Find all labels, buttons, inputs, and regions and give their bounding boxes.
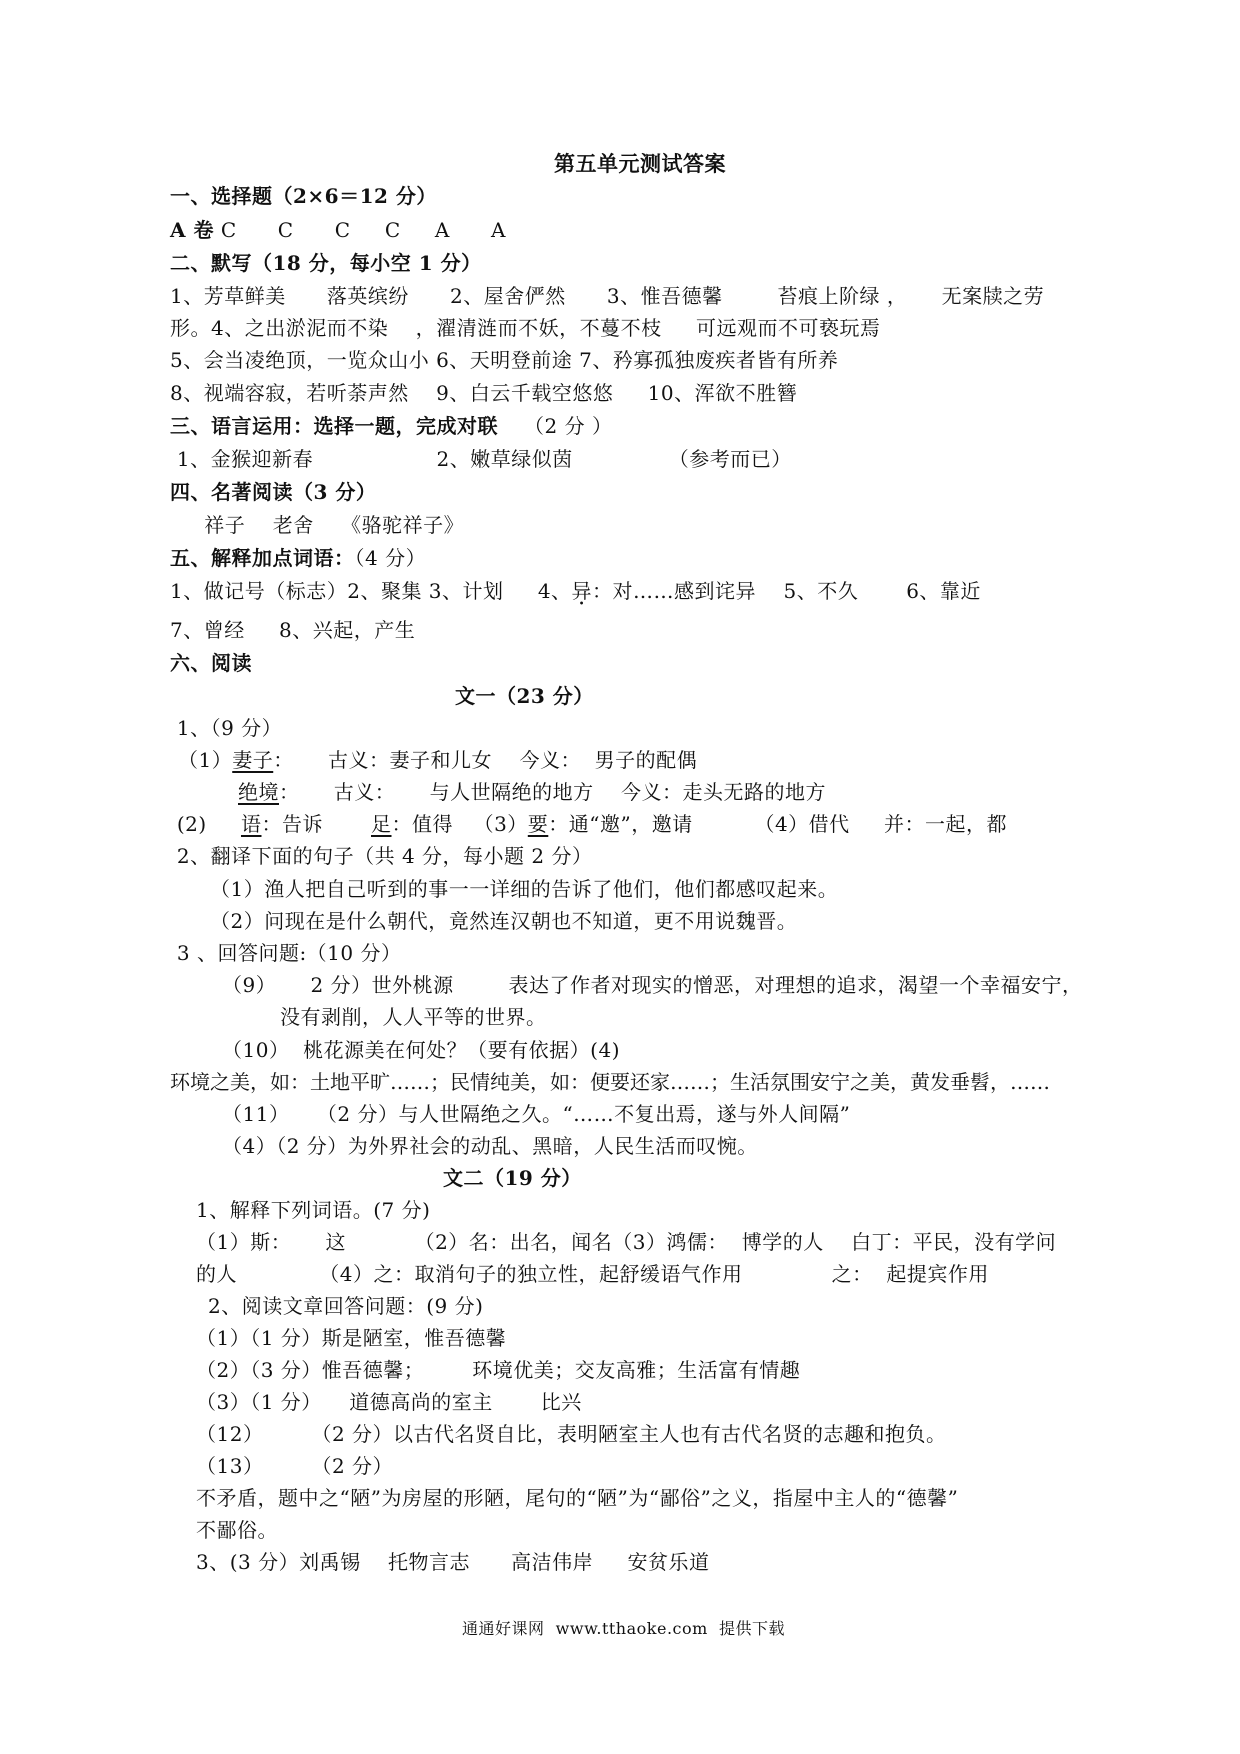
t2-q2-part-13-answer: 不矛盾，题中之“陋”为房屋的形陋，尾句的“陋”为“鄙俗”之义，指屋中主人的“德馨” bbox=[196, 1486, 959, 1510]
dictation-line-2: 形。4、之出淤泥而不染 ，濯清涟而不妖，不蔓不枝 可远观而不可亵玩焉 bbox=[170, 316, 881, 340]
t1-q1-word-juejing: 绝境 bbox=[238, 780, 279, 804]
t1-question-3: 3 、回答问题:（10 分） bbox=[170, 941, 402, 965]
t2-q2-part-2: （2）（3 分）惟吾德馨； 环境优美；交友高雅；生活富有情趣 bbox=[196, 1358, 801, 1382]
paper-a-label: A 卷 bbox=[170, 218, 214, 242]
t1-q1-word-zu-meaning: ：值得 （3） bbox=[391, 812, 528, 836]
text-1-heading: 文一（23 分） bbox=[455, 684, 594, 708]
t1-q3-part-9: （9） 2 分）世外桃源 表达了作者对现实的憎恶，对理想的追求，渴望一个幸福安宁， bbox=[222, 973, 1083, 997]
t2-question-3: 3、(3 分）刘禹锡 托物言志 高洁伟岸 安贫乐道 bbox=[196, 1550, 710, 1574]
t1-question-2: 2、翻译下面的句子（共 4 分，每小题 2 分） bbox=[170, 844, 593, 868]
t2-q2-part-3: （3）（1 分） 道德高尚的室主 比兴 bbox=[196, 1390, 582, 1414]
section-3-heading bbox=[170, 413, 612, 439]
t2-q1-line-1: （1）斯： 这 （2）名：出名，闻名（3）鸿儒： 博学的人 白丁：平民，没有学问 bbox=[196, 1230, 1057, 1254]
section-3-title: 三、语言运用：选择一题，完成对联 bbox=[170, 414, 498, 438]
explanation-text-b: ：对……感到诧异 5、不久 6、靠近 bbox=[592, 579, 981, 603]
t1-q2-translation-2: （2）问现在是什么朝代，竟然连汉朝也不知道，更不用说魏晋。 bbox=[210, 909, 798, 933]
t1-q3-part-4: （4）（2 分）为外界社会的动乱、黑暗，人民生活而叹惋。 bbox=[222, 1134, 758, 1158]
section-3-score: （2 分 ） bbox=[524, 414, 613, 438]
t1-q3-part-10: （10） 桃花源美在何处？（要有依据）(4) bbox=[222, 1038, 620, 1062]
t1-q1-word-yao: 要 bbox=[527, 812, 549, 836]
word-explanation-line-2: 7、曾经 8、兴起，产生 bbox=[170, 618, 416, 642]
t1-q1-part-1b bbox=[238, 779, 826, 805]
t1-q3-part-9-cont: 没有剥削，人人平等的世界。 bbox=[280, 1005, 547, 1029]
t2-question-2: 2、阅读文章回答问题：(9 分) bbox=[208, 1294, 484, 1318]
t2-question-1: 1、解释下列词语。(7 分) bbox=[196, 1198, 431, 1222]
section-4-heading: 四、名著阅读（3 分） bbox=[170, 480, 377, 504]
dictation-line-1: 1、芳草鲜美 落英缤纷 2、屋舍俨然 3、惟吾德馨 苔痕上阶绿 ， 无案牍之劳 bbox=[170, 284, 1045, 308]
t2-q2-part-1: （1）（1 分）斯是陋室，惟吾德馨 bbox=[196, 1326, 507, 1350]
t1-q1-part-1 bbox=[178, 747, 697, 773]
section-5-title: 五、解释加点词语： bbox=[170, 546, 355, 570]
t1-q1-word-yu-meaning: ：告诉 bbox=[261, 812, 371, 836]
section-5-score: （4 分） bbox=[354, 546, 427, 570]
t1-q1-part-2-number: (2) bbox=[170, 812, 241, 836]
section-5-heading bbox=[170, 545, 426, 571]
section-1-answers bbox=[170, 217, 506, 243]
t1-q1-word-qizi-meaning: ： 古义：妻子和儿女 今义： 男子的配偶 bbox=[273, 748, 698, 772]
explanation-text-a: 1、做记号（标志）2、聚集 3、计划 4、 bbox=[170, 579, 572, 603]
t2-q2-part-12: （12） （2 分）以古代名贤自比，表明陋室主人也有古代名贤的志趣和抱负。 bbox=[196, 1422, 947, 1446]
section-1-heading: 一、选择题（2×6＝12 分） bbox=[170, 184, 437, 208]
section-2-heading: 二、默写（18 分，每小空 1 分） bbox=[170, 251, 482, 275]
t2-q2-part-13: （13） （2 分） bbox=[196, 1454, 394, 1478]
t1-q2-translation-1: （1）渔人把自己听到的事一一详细的告诉了他们，他们都感叹起来。 bbox=[210, 877, 839, 901]
word-explanation-line-1 bbox=[170, 578, 981, 604]
multiple-choice-answers: C C C C A A bbox=[213, 218, 506, 242]
dictation-line-3: 5、会当凌绝顶，一览众山小 6、天明登前途 7、矜寡孤独废疾者皆有所养 bbox=[170, 348, 839, 372]
t1-q1-word-juejing-meaning: ： 古义： 与人世隔绝的地方 今义：走头无路的地方 bbox=[279, 780, 827, 804]
text-2-heading: 文二（19 分） bbox=[443, 1166, 582, 1190]
dictation-line-4: 8、视端容寂，若听荼声然 9、白云千载空悠悠 10、浑欲不胜簪 bbox=[170, 381, 798, 405]
t2-q1-line-2: 的人 （4）之：取消句子的独立性，起舒缓语气作用 之： 起提宾作用 bbox=[196, 1262, 989, 1286]
couplet-answers: 1、金猴迎新春 2、嫩草绿似茵 （参考而已） bbox=[170, 447, 792, 471]
page-footer: 通通好课网 www.tthaoke.com 提供下载 bbox=[462, 1619, 785, 1638]
t1-q3-part-11: （11） （2 分）与人世隔绝之久。“……不复出焉，遂与外人间隔” bbox=[222, 1102, 851, 1126]
dotted-word: 异 bbox=[571, 579, 593, 603]
page-title: 第五单元测试答案 bbox=[554, 151, 726, 176]
section-6-heading: 六、阅读 bbox=[170, 651, 252, 675]
t1-q1-word-qizi: 妻子 bbox=[232, 748, 274, 772]
t1-q3-part-10-answer: 环境之美，如：土地平旷……；民情纯美，如：便要还家……；生活氛围安宁之美，黄发垂髫，…… bbox=[170, 1070, 1050, 1094]
t1-q1-word-zu: 足 bbox=[371, 812, 392, 836]
classics-answer: 祥子 老舍 《骆驼祥子》 bbox=[170, 513, 465, 537]
t1-q1-part-1-number: （1） bbox=[178, 748, 233, 772]
t1-question-1: 1、（9 分） bbox=[170, 716, 283, 740]
t1-q1-word-yao-meaning: ：通“邀”，邀请 （4）借代 并：一起，都 bbox=[548, 812, 1007, 836]
t2-q2-part-13-answer-cont: 不鄙俗。 bbox=[196, 1518, 278, 1542]
t1-q1-word-yu: 语 bbox=[240, 812, 262, 836]
t1-q1-parts-2-4 bbox=[170, 811, 1007, 837]
